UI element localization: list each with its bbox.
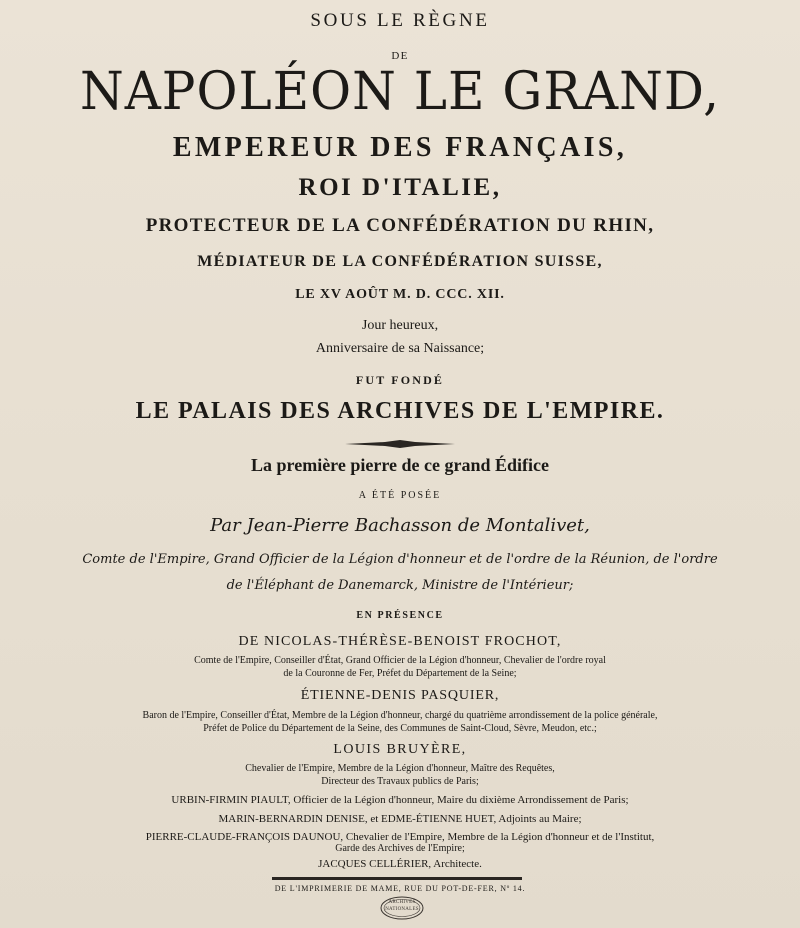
heading-de: DE — [391, 50, 409, 62]
title-protecteur: PROTECTEUR DE LA CONFÉDÉRATION DU RHIN, — [145, 215, 655, 236]
anniversaire-line: Anniversaire de sa Naissance; — [315, 341, 485, 356]
montalivet-titles-2: de l'Éléphant de Danemarck, Ministre de l'Intérieur; — [226, 578, 574, 593]
stamp-text: ARCHIVES NATIONALES — [385, 900, 419, 912]
archives-stamp — [380, 896, 424, 920]
bottom-rule — [272, 877, 522, 880]
en-presence: EN PRÉSENCE — [356, 610, 444, 621]
date-line: LE XV AOÛT M. D. CCC. XII. — [295, 287, 505, 302]
montalivet-titles-1: Comte de l'Empire, Grand Officier de la Légion d'honneur et de l'ordre de la Réunion, de l'ordre — [82, 552, 718, 567]
main-title-napoleon: NAPOLÉON LE GRAND, — [79, 60, 721, 122]
daunou-line: PIERRE-CLAUDE-FRANÇOIS DAUNOU, Chevalier de l'Empire, Membre de la Légion d'honneur et de l'Institut, — [145, 831, 655, 843]
name-bruyere: LOUIS BRUYÈRE, — [333, 742, 467, 757]
jour-heureux: Jour heureux, — [361, 318, 439, 333]
ornament-divider-icon — [345, 440, 455, 448]
bruyere-titles-1: Chevalier de l'Empire, Membre de la Légion d'honneur, Maître des Requêtes, — [245, 763, 555, 774]
heading-sous-le-regne: SOUS LE RÈGNE — [310, 10, 490, 31]
cellerier-line: JACQUES CELLÉRIER, Architecte. — [318, 858, 482, 870]
frochot-titles-2: de la Couronne de Fer, Préfet du Département de la Seine; — [283, 668, 517, 679]
ornament-divider — [0, 435, 800, 453]
denise-huet-line: MARIN-BERNARDIN DENISE, et EDME-ÉTIENNE HUET, Adjoints au Maire; — [218, 813, 582, 825]
name-frochot: DE NICOLAS-THÉRÈSE-BENOIST FROCHOT, — [238, 634, 562, 649]
bruyere-titles-2: Directeur des Travaux publics de Paris; — [321, 776, 479, 787]
piault-line: URBIN-FIRMIN PIAULT, Officier de la Légion d'honneur, Maire du dixième Arrondissement de Paris; — [171, 794, 629, 806]
a-ete-posee: A ÉTÉ POSÉE — [358, 490, 442, 501]
fut-fonde: FUT FONDÉ — [355, 373, 445, 387]
title-mediateur: MÉDIATEUR DE LA CONFÉDÉRATION SUISSE, — [197, 253, 603, 270]
signature-montalivet: Par Jean-Pierre Bachasson de Montalivet, — [210, 515, 590, 536]
title-empereur: EMPEREUR DES FRANÇAIS, — [172, 132, 628, 163]
palais-des-archives-title: LE PALAIS DES ARCHIVES DE L'EMPIRE. — [135, 398, 665, 424]
daunou-line-2: Garde des Archives de l'Empire; — [335, 843, 465, 854]
premiere-pierre-line: La première pierre de ce grand Édifice — [251, 455, 549, 475]
pasquier-titles-2: Préfet de Police du Département de la Seine, des Communes de Saint-Cloud, Sèvre, Meudon, etc.; — [203, 723, 597, 734]
pasquier-titles-1: Baron de l'Empire, Conseiller d'État, Membre de la Légion d'honneur, chargé du quatrième arrondissement de la police générale, — [142, 710, 658, 721]
frochot-titles-1: Comte de l'Empire, Conseiller d'État, Grand Officier de la Légion d'honneur, Chevalier de l'ordre royal — [194, 655, 606, 666]
imprint-line: DE L'IMPRIMERIE DE MAME, RUE DU POT-DE-FER, Nº 14. — [274, 884, 526, 893]
title-roi-italie: ROI D'ITALIE, — [298, 174, 502, 201]
name-pasquier: ÉTIENNE-DENIS PASQUIER, — [300, 688, 500, 703]
